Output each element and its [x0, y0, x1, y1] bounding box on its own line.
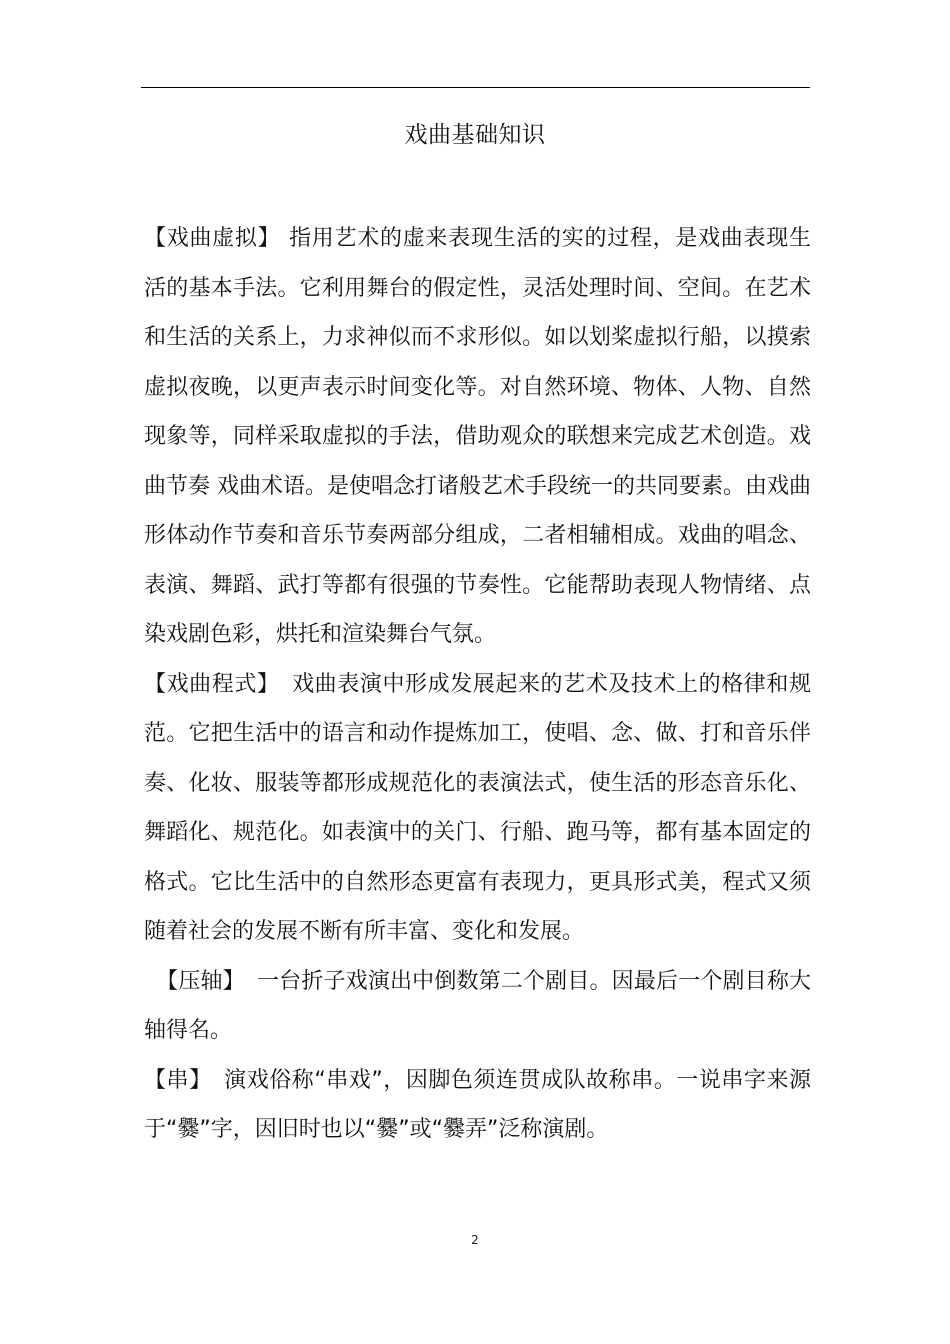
- paragraph-text: 戏曲表演中形成发展起来的艺术及技术上的格律和规范。它把生活中的语言和动作提炼加工，使唱、念、做、打和音乐伴奏、化妆、服装等都形成规范化的表演法式，使生活的形态音乐化、舞蹈化、规范化。如表演中的关门、行船、跑马等，都有基本固定的格式。它比生活中的自然形态更富有表现力，更具形式美，程式又须随着社会的发展不断有所丰富、变化和发展。: [144, 671, 811, 944]
- term-heading: 【串】: [144, 1067, 212, 1093]
- page-number: 2: [471, 1233, 479, 1247]
- paragraph-text: 演戏俗称“串戏”，因脚色须连贯成队故称串。一说串字来源于“爨”字，因旧时也以“爨”或“爨弄”泛称演剧。: [144, 1067, 811, 1142]
- term-heading: 【戏曲程式】: [144, 671, 280, 697]
- paragraph-opera-convention: [144, 660, 811, 957]
- header-rule: [141, 87, 810, 88]
- paragraph-text: 指用艺术的虚来表现生活的实的过程，是戏曲表现生活的基本手法。它利用舞台的假定性，灵活处理时间、空间。在艺术和生活的关系上，力求神似而不求形似。如以划桨虚拟行船，以摸索虚拟夜晚，以更声表示时间变化等。对自然环境、物体、人物、自然现象等，同样采取虚拟的手法，借助观众的联想来完成艺术创造。戏曲节奏 戏曲术语。是使唱念打诸般艺术手段统一的共同要素。由戏曲形体动作节奏和音乐节奏两部分组成，二者相辅相成。戏曲的唱念、表演、舞蹈、武打等都有很强的节奏性。它能帮助表现人物情绪、点染戏剧色彩，烘托和渲染舞台气氛。: [144, 226, 811, 647]
- paragraph-text: 一台折子戏演出中倒数第二个剧目。因最后一个剧目称大轴得名。: [144, 968, 811, 1043]
- paragraph-opera-virtuality: [144, 214, 811, 660]
- paragraph-penultimate-act: [144, 957, 811, 1056]
- term-heading: 【压轴】: [156, 968, 245, 994]
- paragraph-chuan: [144, 1056, 811, 1155]
- term-heading: 【戏曲虚拟】: [144, 226, 281, 251]
- page-title: 戏曲基础知识: [404, 122, 546, 148]
- document-body: [144, 214, 811, 1155]
